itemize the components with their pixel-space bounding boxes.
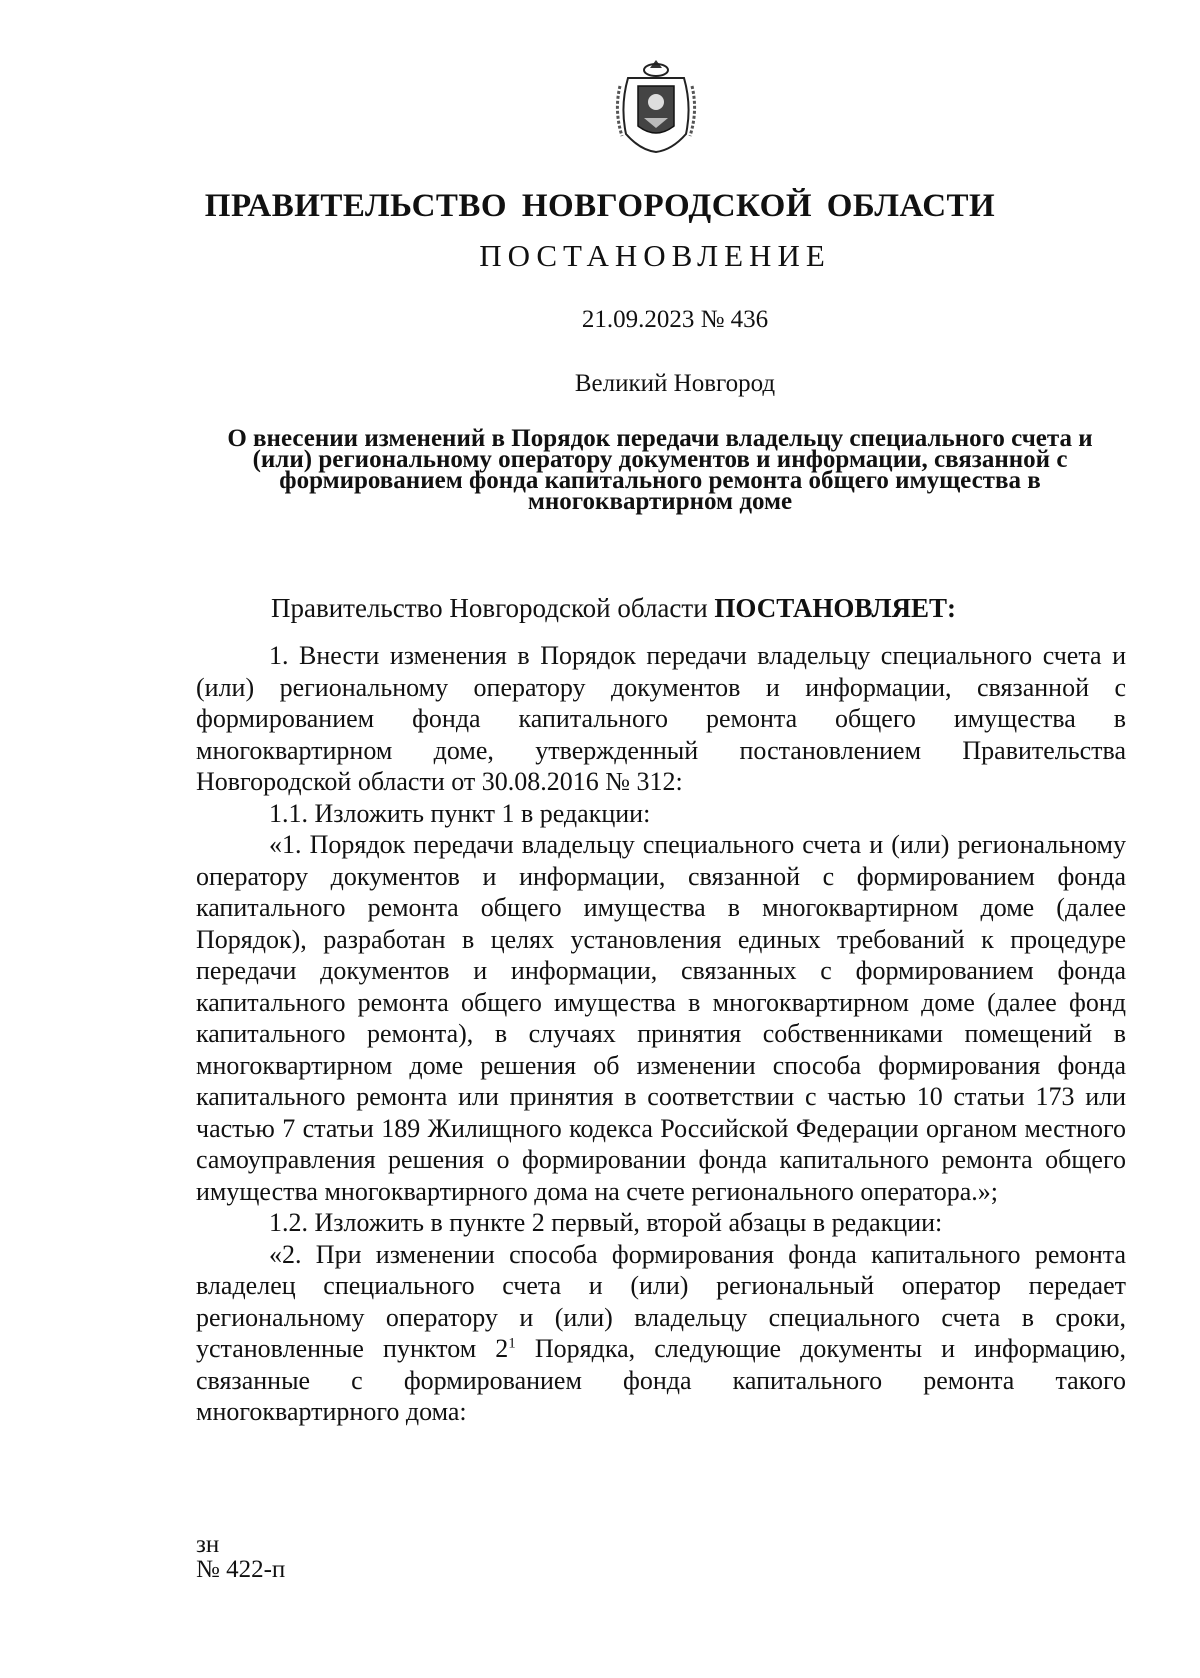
organization-title: ПРАВИТЕЛЬСТВО НОВГОРОДСКОЙ ОБЛАСТИ	[204, 188, 996, 224]
footer-reference	[196, 1532, 285, 1582]
preamble-text: Правительство Новгородской области	[271, 593, 715, 623]
document-type: ПОСТАНОВЛЕНИЕ	[479, 238, 831, 273]
superscript: 1	[508, 1335, 516, 1352]
paragraph-quote-1: «1. Порядок передачи владельцу специального счета и (или) региональному оператору документов и информации, связанной с формированием фонда капитального ремонта общего имущества в многоквартирном доме (далее Порядок), разработан в целях установления единых требований к процедуре передачи документов и информации, связанных с формированием фонда капитального ремонта общего имущества в многоквартирном доме (далее фонд капитального ремонта), в случаях принятия собственниками помещений в многоквартирном доме решения об изменении способа формирования фонда капитального ремонта или принятия в соответствии с частью 10 статьи 173 или частью 7 статьи 189 Жилищного кодекса Российской Федерации органом местного самоуправления решения о формировании фонда капитального ремонта общего имущества многоквартирного дома на счете регионального оператора.»;	[196, 830, 1126, 1206]
footer-number: № 422-п	[196, 1556, 286, 1583]
paragraph-1: 1. Внести изменения в Порядок передачи владельцу специального счета и (или) региональному оператору документов и информации, связанной с формированием фонда капитального ремонта общего имущества в многоквартирном доме, утвержденный постановлением Правительства Новгородской области от 30.08.2016 № 312:	[196, 641, 1126, 796]
paragraph-quote-2-end: Порядка, следующие документы и информацию, связанные с формированием фонда капитального ремонта такого многоквартирного дома:	[196, 1334, 1126, 1426]
footer-initials: зн	[196, 1531, 220, 1558]
document-body	[196, 640, 1126, 1428]
paragraph-1-1: 1.1. Изложить пункт 1 в редакции:	[269, 798, 651, 828]
date-number: 21.09.2023 № 436	[581, 306, 769, 333]
preamble-emphasis: ПОСТАНОВЛЯЕТ:	[714, 593, 956, 623]
document-subject: О внесении изменений в Порядок передачи владельцу специального счета и (или) региональному оператору документов и информации, связанной с формированием фонда капитального ремонта общего имущества в многоквартирном доме	[227, 425, 1093, 515]
coat-of-arms-emblem	[610, 56, 702, 156]
paragraph-quote-2-start: «2. При изменении способа формирования фонда капитального ремонта владелец специального счета и (или) региональный оператор передает региональному оператору и (или) владельцу специального счета в сроки, установленные пунктом 2	[196, 1239, 1126, 1363]
preamble	[271, 593, 956, 624]
paragraph-1-2: 1.2. Изложить в пункте 2 первый, второй абзацы в редакции:	[269, 1208, 943, 1237]
paragraph-quote-2	[196, 1239, 1126, 1428]
city: Великий Новгород	[574, 370, 776, 397]
